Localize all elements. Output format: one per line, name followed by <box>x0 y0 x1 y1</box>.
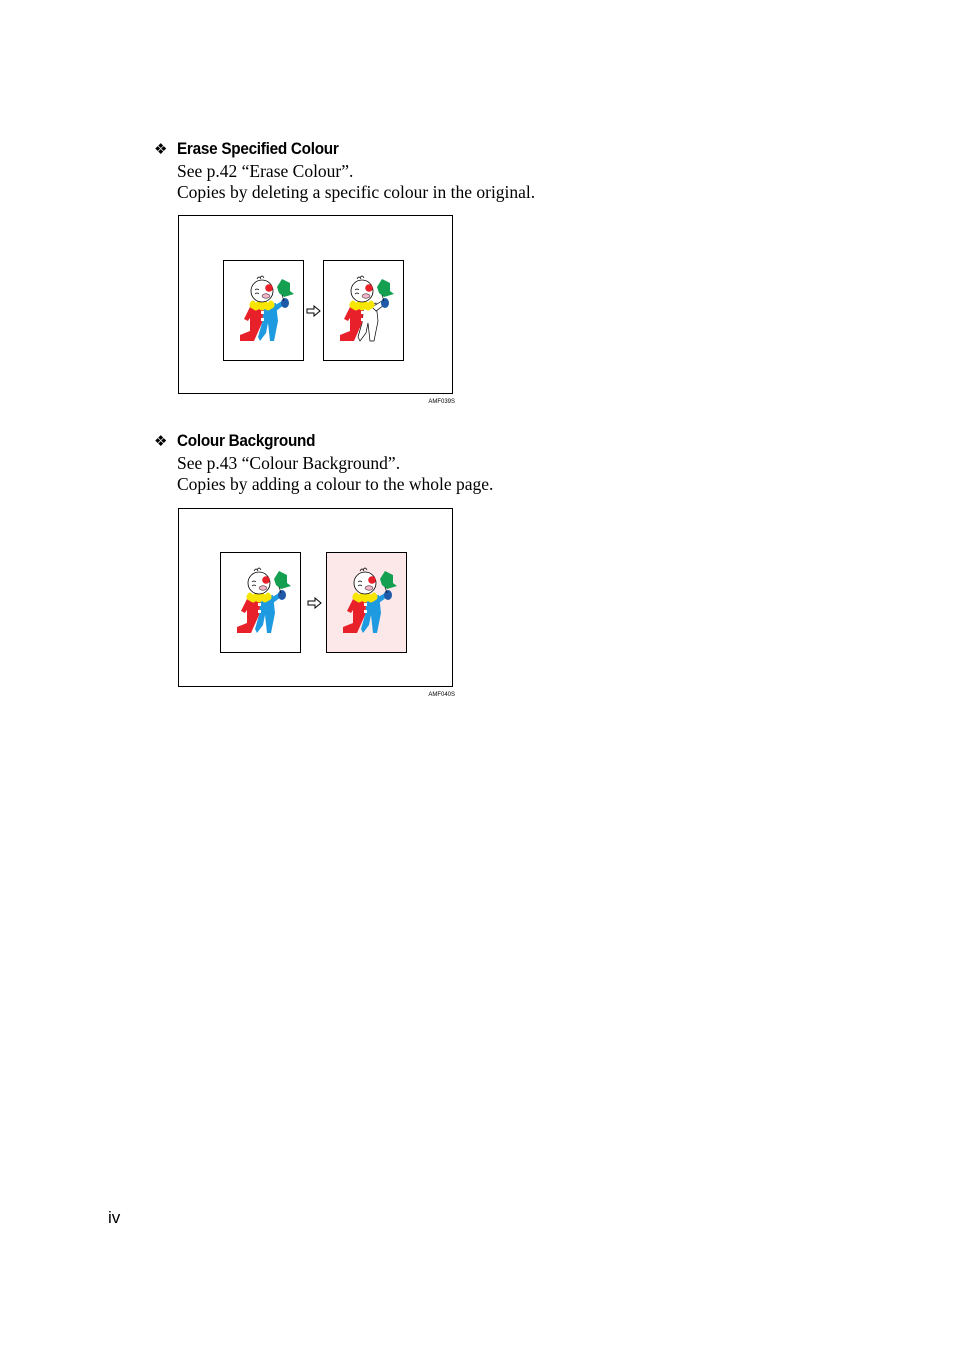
page-number: iv <box>108 1208 121 1227</box>
arrow-right-icon <box>307 597 322 609</box>
clown-original-image <box>221 553 300 652</box>
copy-result-panel <box>323 260 404 361</box>
diamond-bullet-icon: ❖ <box>154 140 168 158</box>
diamond-bullet-icon: ❖ <box>154 432 168 450</box>
illustration-frame <box>178 215 453 394</box>
illustration-frame <box>178 508 453 687</box>
clown-original-image <box>224 261 303 360</box>
cross-reference-link[interactable]: See p.42 “Erase Colour”. <box>177 161 354 181</box>
section-heading: Colour Background <box>177 431 316 450</box>
figure-code: AMF039S <box>428 399 455 405</box>
original-document-panel <box>223 260 304 361</box>
section-description: Copies by adding a colour to the whole page. <box>177 474 494 494</box>
copy-result-panel <box>326 552 407 653</box>
clown-copy-image <box>324 261 403 360</box>
section-heading: Erase Specified Colour <box>177 139 339 158</box>
section-erase-specified-colour <box>154 139 754 409</box>
arrow-right-icon <box>306 305 321 317</box>
original-document-panel <box>220 552 301 653</box>
figure-code: AMF040S <box>428 692 455 698</box>
clown-copy-image <box>327 553 406 652</box>
section-description: Copies by deleting a specific colour in the original. <box>177 182 536 202</box>
cross-reference-link[interactable]: See p.43 “Colour Background”. <box>177 453 401 473</box>
section-colour-background <box>154 431 754 701</box>
